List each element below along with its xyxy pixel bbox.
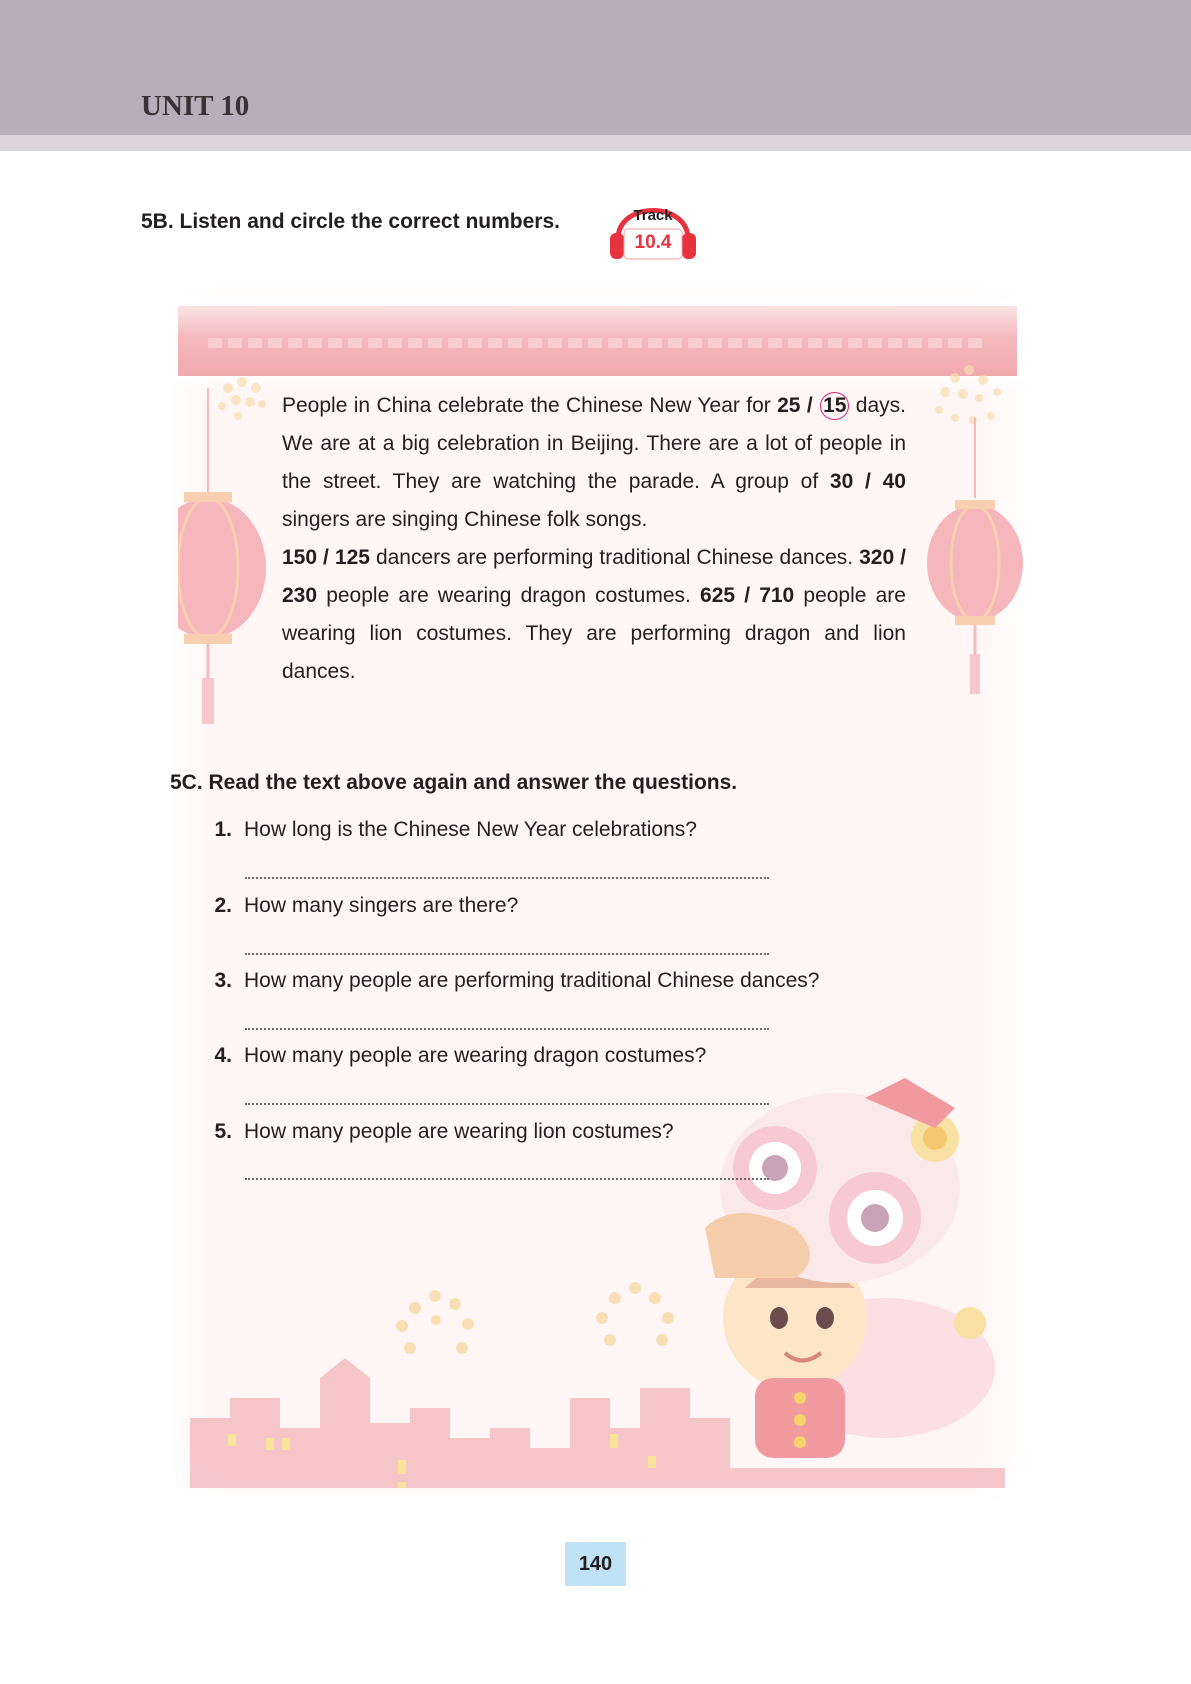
question-number: 3. <box>214 969 232 992</box>
card-top-banner <box>178 306 1017 376</box>
page-number: 140 <box>565 1542 626 1586</box>
option-days-25: 25 / <box>777 394 813 417</box>
unit-title: UNIT 10 <box>141 90 250 122</box>
question-number: 4. <box>214 1044 232 1067</box>
option-lion-costumes[interactable]: 625 / 710 <box>700 584 795 607</box>
section-5c-title: 5C. Read the text above again and answer the questions. <box>170 771 738 794</box>
passage-text: dancers are performing traditional Chinese dances. <box>375 546 854 569</box>
passage-text: days. We are at a big celebration in Beijing. There are a lot of people in the street. They are watching the parade. A group of <box>282 394 906 493</box>
passage-text: singers are singing Chinese folk songs. <box>282 508 648 531</box>
answer-line[interactable] <box>245 1028 769 1030</box>
lantern-icon <box>915 358 1025 878</box>
track-label: Track <box>633 207 673 224</box>
option-singers[interactable]: 30 / 40 <box>829 470 906 493</box>
question-number: 5. <box>214 1120 232 1143</box>
answer-line[interactable] <box>245 877 769 879</box>
header-strip <box>0 135 1191 151</box>
option-days-15-circled[interactable]: 15 <box>820 392 849 420</box>
question-text: How many people are performing traditional Chinese dances? <box>244 969 820 992</box>
listening-passage <box>282 387 906 691</box>
question-number: 2. <box>214 894 232 917</box>
firework-icon <box>396 1282 674 1354</box>
question-text: How many singers are there? <box>244 894 519 917</box>
question-text: How many people are wearing dragon costumes? <box>244 1044 707 1067</box>
answer-line[interactable] <box>245 953 769 955</box>
question-text: How long is the Chinese New Year celebrations? <box>244 818 697 841</box>
question-number: 1. <box>214 818 232 841</box>
banner-pattern <box>208 338 988 348</box>
answer-line[interactable] <box>245 1103 769 1105</box>
option-dancers[interactable]: 150 / 125 <box>282 546 370 569</box>
passage-text: People in China celebrate the Chinese New Year for <box>282 394 771 417</box>
option-dragon-costumes[interactable]: 320 / 230 <box>282 546 906 607</box>
passage-text: people are wearing dragon costumes. <box>326 584 691 607</box>
passage-text: people are wearing lion costumes. They are performing dragon and lion dances. <box>282 584 906 683</box>
question-text: How many people are wearing lion costumes? <box>244 1120 674 1143</box>
audio-track-button[interactable] <box>606 195 700 263</box>
section-5b-title: 5B. Listen and circle the correct numbers. <box>141 210 560 233</box>
lion-dancer-illustration <box>675 1068 995 1488</box>
answer-line[interactable] <box>245 1178 769 1180</box>
track-number: 10.4 <box>634 232 672 253</box>
